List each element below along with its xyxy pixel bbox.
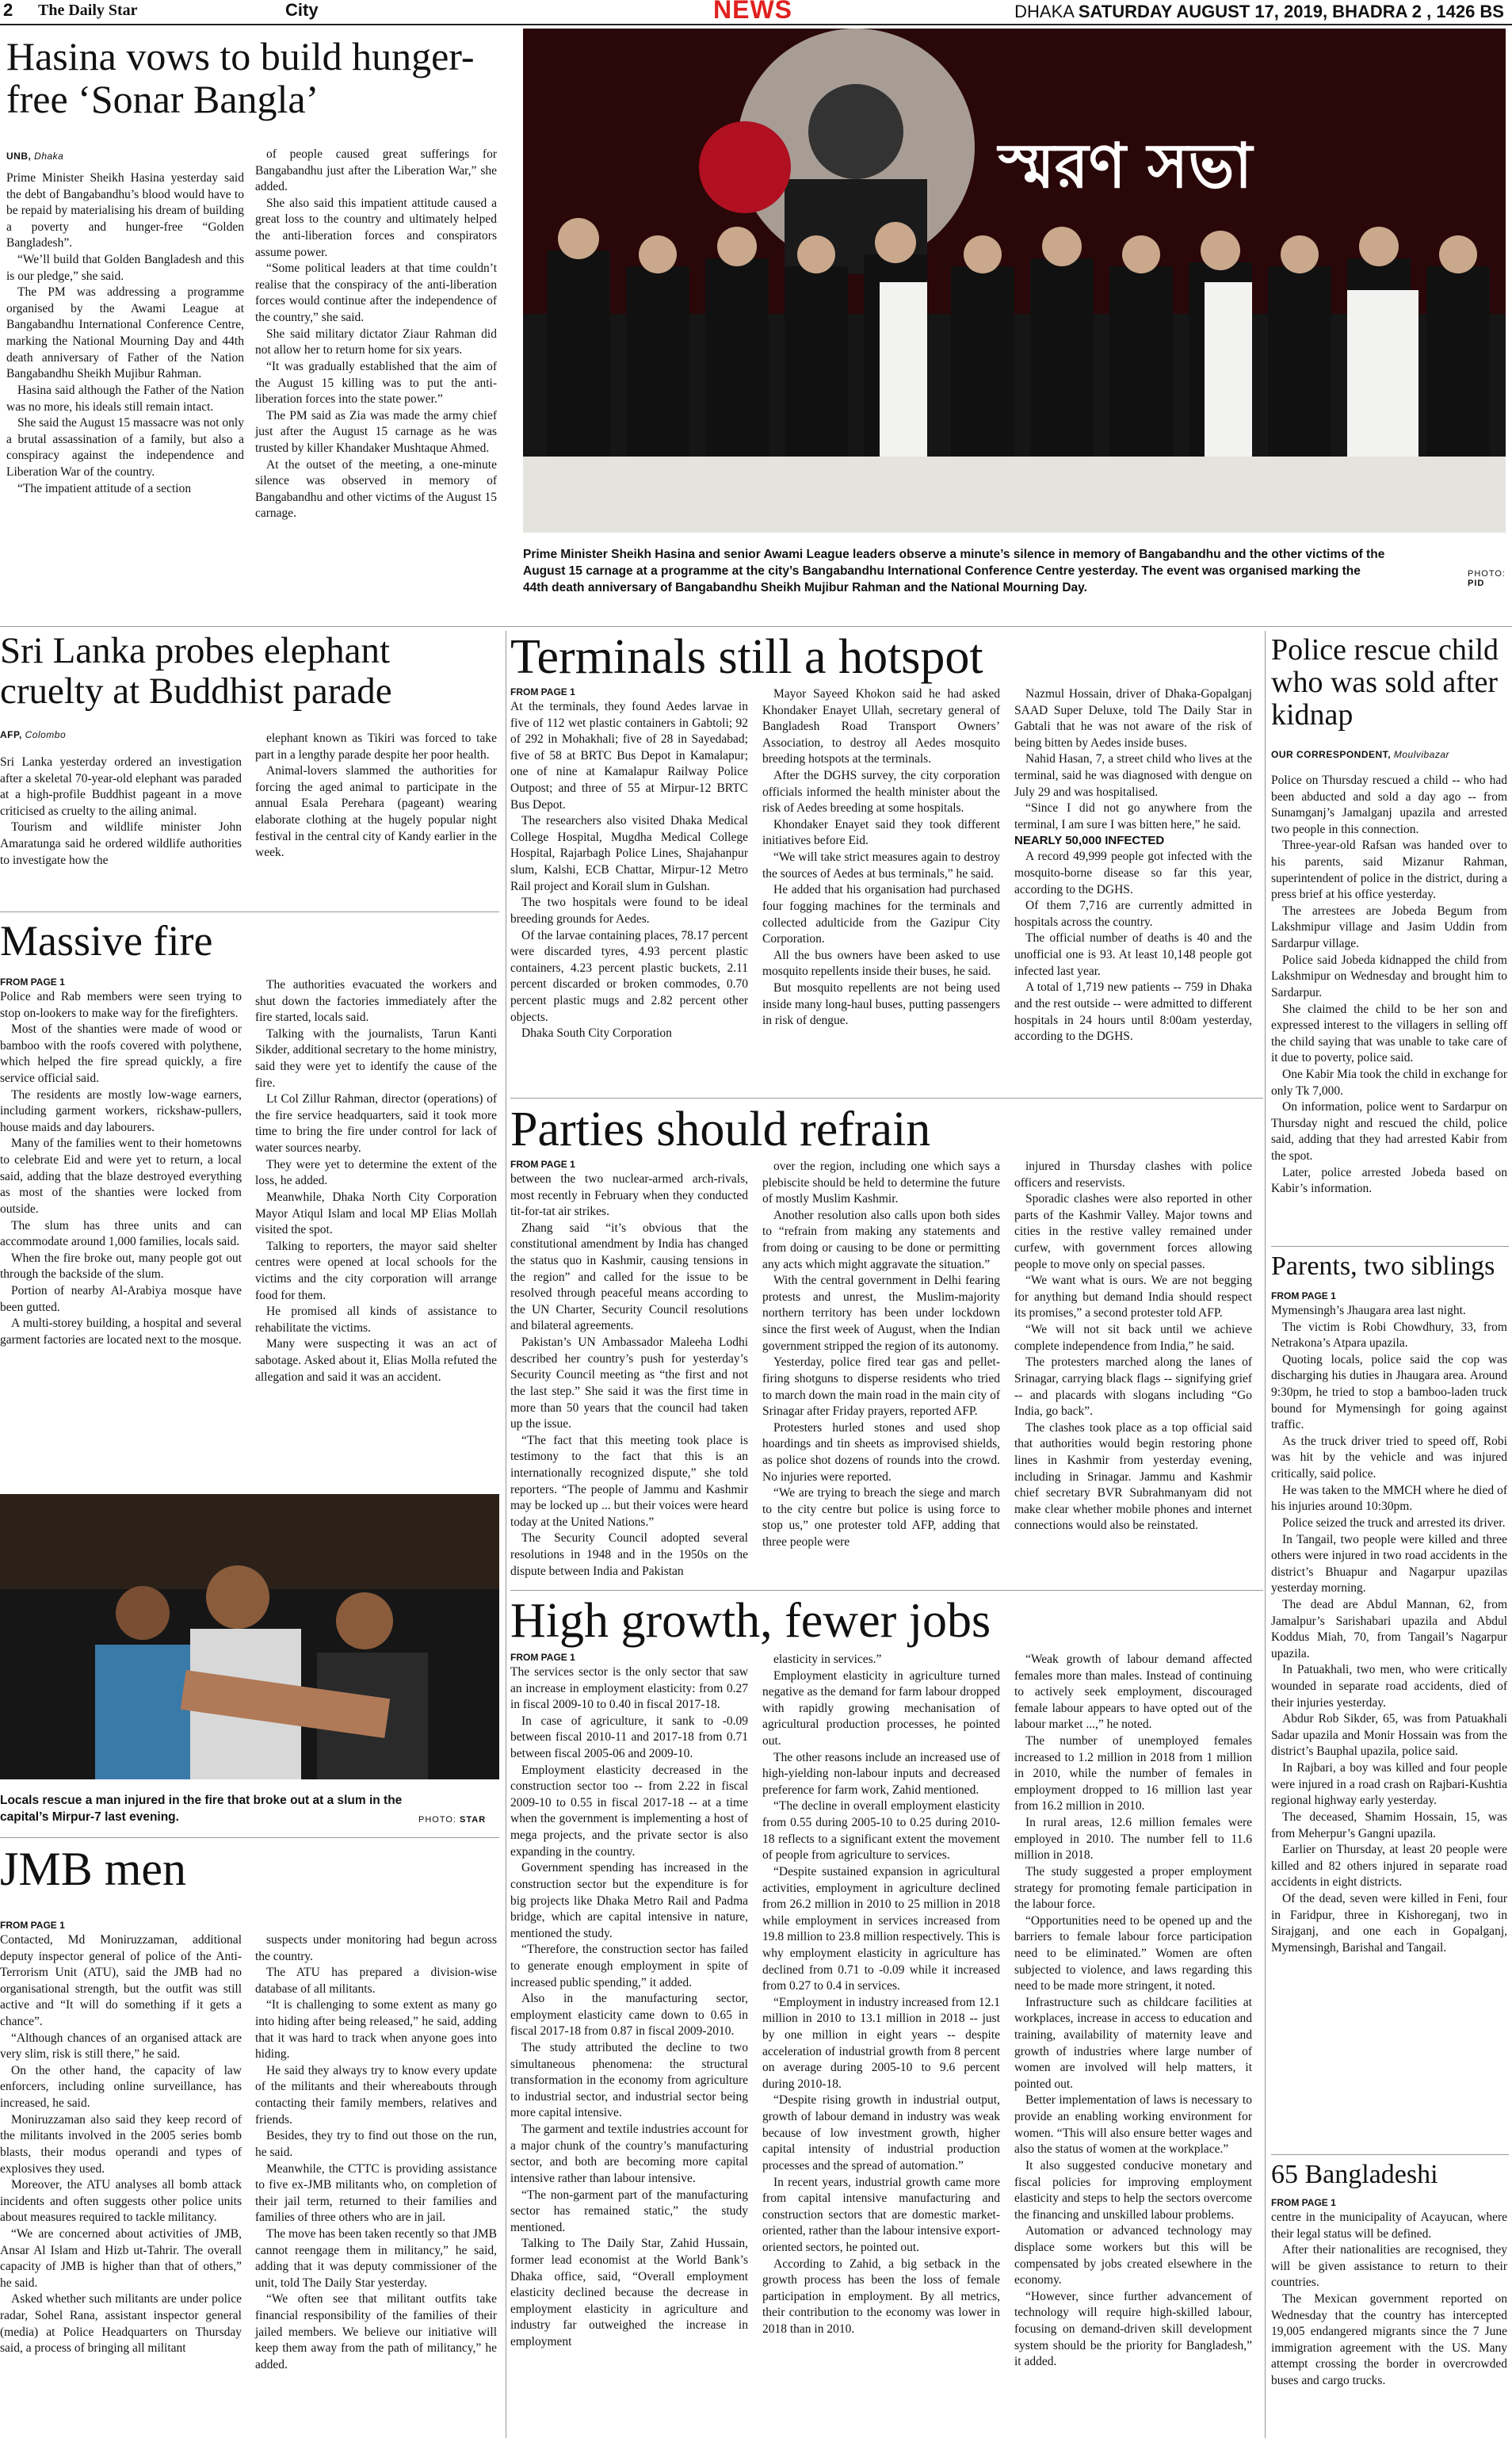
fire-col1 [0, 989, 242, 1348]
paragraph: “We want what is ours. We are not begging for anything but demand India should respect its promises,” a second protester told AFP. [1014, 1274, 1252, 1320]
paragraph: suspects under monitoring had begun across the country. [255, 1933, 497, 1963]
paragraph: The study suggested a proper employment strategy for promoting female participation in the labour force. [1014, 1864, 1252, 1912]
paragraph: She claimed the child to be her son and expressed interest to the villagers in selling off the child saying that was unable to take care of it due to poverty, police said. [1271, 1002, 1507, 1065]
fire-from: FROM PAGE 1 [0, 976, 65, 988]
paragraph: “However, since further advancement of technology will require high-skilled labour, focusing on demand-driven skill development system should be the priority for Bangladesh,” it added. [1014, 2289, 1252, 2369]
paragraph: Prime Minister Sheikh Hasina yesterday said the debt of Bangabandhu’s blood would have to be repaid by materialising his dream of building a poverty and hunger-free “Golden Bangladesh”. [6, 171, 244, 250]
hasina-col1 [6, 170, 244, 497]
paragraph: She said the August 15 massacre was not only a brutal assassination of a family, but also a conspiracy against the independence and Liberation War of the country. [6, 416, 244, 479]
divider [0, 1837, 499, 1838]
paragraph: Also in the manufacturing sector, employment elasticity came down to 0.65 in fiscal 2017-18 from 0.87 in fiscal 2009-2010. [510, 1992, 748, 2039]
paragraph: In Patuakhali, two men, who were critically wounded in separate road accidents, died of their injuries yesterday. [1271, 1663, 1507, 1710]
paragraph: In rural areas, 12.6 million females were employed in 2010. The number fell to 11.6 million in 2018. [1014, 1816, 1252, 1863]
terminals-subhead: NEARLY 50,000 INFECTED [1014, 834, 1165, 848]
banner-title: স্মরণ সভা [998, 131, 1253, 202]
jmb-from: FROM PAGE 1 [0, 1920, 65, 1931]
paragraph: Moniruzzaman also said they keep record of the militants involved in the 2005 series bomb blasts, their modus operandi and types of explosives they used. [0, 2112, 242, 2176]
paragraph: Later, police arrested Jobeda based on Kabir’s information. [1271, 1165, 1507, 1196]
bangladeshi-headline: 65 Bangladeshi [1271, 2160, 1438, 2189]
terminals-from: FROM PAGE 1 [510, 686, 575, 697]
paragraph: The victim is Robi Chowdhury, 33, from Netrakona’s Atpara upazila. [1271, 1320, 1507, 1351]
bangladeshi-from: FROM PAGE 1 [1271, 2197, 1336, 2208]
paragraph: With the central government in Delhi fearing protests and unrest, the Muslim-majority northern territory has been under lockdown since the first week of August, when the Indian government stripped the region of its autonomy. [762, 1274, 1000, 1353]
siblings-from: FROM PAGE 1 [1271, 1290, 1336, 1301]
news-label: NEWS [713, 0, 792, 24]
paragraph: Contacted, Md Moniruzzaman, additional deputy inspector general of police of the Anti-Terrorism Unit (ATU), said the JMB had no organisational strength, but the outfit was still active and “It will do something if it gets a chance”. [0, 1933, 242, 2029]
paragraph: centre in the municipality of Acayucan, where their legal status will be defined. [1271, 2211, 1507, 2241]
paragraph: The PM was addressing a programme organised by the Awami League at Bangabandhu International Conference Centre, marking the National Mourning Day and 44th death anniversary of Father of the Nation Bangabandhu Sheikh Mujibur Rahman. [6, 285, 244, 381]
paragraph: Mymensingh’s Jhaugara area last night. [1271, 1304, 1466, 1317]
paragraph: “We will not sit back until we achieve complete independence from India,” he said. [1014, 1323, 1252, 1353]
paragraph: Besides, they try to find out those on the run, he said. [255, 2129, 497, 2159]
paragraph: The garment and textile industries account for a major chunk of the country’s manufacturing sector, and both are becoming more capital intensive rather than labour intensive. [510, 2123, 748, 2185]
paragraph: Government spending has increased in the construction sector but the expenditure is for big projects like Dhaka Metro Rail and Padma bridge, which are capital intensive in nature, mentioned the study. [510, 1861, 748, 1940]
hasina-photo-credit: PHOTO: PID [1468, 569, 1506, 588]
paragraph: Police seized the truck and arrested its driver. [1282, 1515, 1506, 1530]
paragraph: The authorities evacuated the workers and shut down the factories immediately after the fire started, locals said. [255, 978, 497, 1025]
paragraph: In Tangail, two people were killed and three others were injured in two road accidents in the district’s Bhuapur and Nagarpur upazilas yesterday morning. [1271, 1532, 1507, 1596]
paragraph: “The fact that this meeting took place is testimony to the fact that this is an internationally recognized dispute,” she told reporters. “The people of Jammu and Kashmir may be locked up ... but their voices were heard today at the United Nations.” [510, 1433, 748, 1529]
paragraph: Yesterday, police fired tear gas and pellet-firing shotguns to disperse residents who tried to march down the main road in the main city of Srinagar after Friday prayers, reported AFP. [762, 1355, 1000, 1419]
divider [510, 1098, 1263, 1099]
paragraph: Many of the families went to their hometowns to celebrate Eid and were yet to return, a local said, adding that the blaze destroyed everything as most of the shanties were locked from outside. [0, 1137, 242, 1216]
paragraph: After the DGHS survey, the city corporation officials informed the health minister about the risk of Aedes breeding at some hospitals. [762, 769, 1000, 816]
paragraph: Portion of nearby Al-Arabiya mosque have been gutted. [0, 1283, 242, 1314]
paragraph: Meanwhile, the CTTC is providing assistance to five ex-JMB militants who, on completion of their jail term, returned to their families and families of three others who are in jail. [255, 2161, 497, 2225]
paragraph: In case of agriculture, it sank to -0.09 between fiscal 2010-11 and 2017-18 from 0.71 between fiscal 2005-06 and 2009-10. [510, 1714, 748, 1761]
terminals-headline: Terminals still a hotspot [510, 630, 983, 684]
paragraph: Police and Rab members were seen trying to stop on-lookers to make way for the firefighters. [0, 990, 242, 1020]
paragraph: The researchers also visited Dhaka Medical College Hospital, Mugdha Medical College Hospital, Rajarbagh Police Lines, Shajahanpur slum, Kalshi, ECB Chattar, Mirpur-12 Metro Rail project and Korail slum in Gulshan. [510, 814, 748, 893]
dateline [1014, 2, 1504, 22]
hasina-headline: Hasina vows to build hunger-free ‘Sonar Bangla’ [6, 34, 475, 121]
paragraph: The study attributed the decline to two simultaneous phenomena: the structural transformation in the economy from agriculture to industrial sector, and industrial sector being more capital intensive. [510, 2041, 748, 2120]
paragraph: elasticity in services.” [773, 1653, 882, 1666]
paragraph: Abdur Rob Sikder, 65, was from Patuakhali Sadar upazila and Monir Hossain was from the district’s Bauphal upazila, police said. [1271, 1712, 1507, 1759]
bangladeshi-col [1271, 2210, 1507, 2390]
srilanka-col1 [0, 755, 242, 869]
police-byline: OUR CORRESPONDENT, Moulvibazar [1271, 749, 1450, 760]
hasina-col2 [255, 147, 497, 522]
paragraph: The Mexican government reported on Wednesday that the country has intercepted 19,005 endangered migrants since the 7 June immigration agreement with the US. Many attempt crossing the border in overcrowded buses and cargo trucks. [1271, 2292, 1507, 2388]
srilanka-headline: Sri Lanka probes elephant cruelty at Buddhist parade [0, 630, 392, 712]
hasina-photo-caption: Prime Minister Sheikh Hasina and senior Awami League leaders observe a minute’s silence in memory of Bangabandhu and the other victims of the August 15 carnage at a programme at the city’s Bangabandhu International Conference Centre yesterday. The event was organised marking the 44th death anniversary of Bangabandhu Sheikh Mujibur Rahman and the National Mourning Day. [523, 548, 1385, 594]
paragraph: Infrastructure such as childcare facilities at workplaces, increase in access to education and training, availability of maternity leave and growth of industries where large number of women are involved will help matters, it pointed out. [1014, 1995, 1252, 2091]
divider [0, 911, 499, 912]
paragraph: Earlier on Thursday, at least 20 people were killed and 82 others injured in separate road accidents in eight districts. [1271, 1843, 1507, 1890]
paragraph: It also suggested conducive monetary and fiscal policies for improving employment elasticity and steps to help the sectors overcome the financing and unskilled labour problems. [1014, 2158, 1252, 2222]
paragraph: The clashes took place as a top official said that authorities would begin restoring phone lines in Kashmir from yesterday evening, including in Srinagar. Jammu and Kashmir chief secretary BVR Subrahmanyam did not make clear whether mobile phones and internet connections would also be reinstated. [1014, 1420, 1252, 1533]
section-label: City [285, 0, 319, 20]
parties-col1 [510, 1171, 748, 1580]
paragraph: Khondaker Enayet said they took different initiatives before Eid. [762, 817, 1000, 848]
fire-col2 [255, 977, 497, 1385]
paragraph: He was taken to the MMCH where he died of his injuries around 10:30pm. [1271, 1483, 1507, 1514]
paragraph: Sporadic clashes were also reported in other parts of the Kashmir Valley. Major towns and cities in the restive valley remained under curfew, with government forces allowing people to move only on special passes. [1014, 1192, 1252, 1271]
paragraph: Lt Col Zillur Rahman, director (operations) of the fire service headquarters, said it took more time to bring the fire under control for lack of water sources nearby. [255, 1092, 497, 1156]
paragraph: Employment elasticity in agriculture turned negative as the demand for farm labour dropped with rapidly growing mechanisation of agricultural production processes, he pointed out. [762, 1668, 1000, 1748]
paragraph: The deceased, Shamim Hossain, 15, was from Meherpur’s Gangni upazila. [1271, 1810, 1507, 1840]
paragraph: At the terminals, they found Aedes larvae in five of 112 wet plastic containers in Gabtoli; 92 of 292 in Mohakhali; five of 28 in Sayedabad; five of 58 at BRTC Bus Depot in Kamalapur; one of nine at Kamalapur Railway Police Outpost; and three of 55 at Mirpur-12 BRTC Bus Depot. [510, 700, 748, 812]
paragraph: Quoting locals, police said the cop was discharging his duties in Jhaugara area. Around 9:30pm, he tried to stop a bamboo-laden truck bound for Mymensingh for going against traffic. [1271, 1352, 1507, 1432]
paragraph: He added that his organisation had purchased four fogging machines for the terminals and collected adulticide from the Gazipur City Corporation. [762, 883, 1000, 946]
paragraph: On information, police went to Sardarpur on Thursday night and rescued the child, police said, adding that they had arrested Kabir from the spot. [1271, 1100, 1507, 1164]
paragraph: “We are concerned about activities of JMB, Ansar Al Islam and Hizb ut-Tahrir. The overall capacity of JMB is higher than that of others,” he said. [0, 2226, 242, 2290]
hasina-photo [523, 29, 1506, 533]
paragraph: In Rajbari, a boy was killed and four people were injured in a road crash on Rajbari-Kushtia regional highway early yesterday. [1271, 1761, 1507, 1808]
divider [510, 1590, 1263, 1591]
paragraph: A record 49,999 people got infected with the mosquito-borne disease so far this year, according to the DGHS. [1014, 850, 1252, 896]
jmb-col1 [0, 1932, 242, 2357]
paragraph: Another resolution also calls upon both sides to “refrain from making any statements and from doing or causing to be done or permitting any acts which might aggravate the situation.” [762, 1208, 1000, 1271]
paragraph: The move has been taken recently so that JMB cannot reengage them in militancy,” he said, adding that it was deputy commissioner of the unit, told The Daily Star yesterday. [255, 2226, 497, 2290]
paragraph: “We often see that militant outfits take financial responsibility of the families of their jailed members. We believe our initiative will keep them away from the path of militancy,” he added. [255, 2292, 497, 2371]
paragraph: “Therefore, the construction sector has failed to generate enough employment in spite of increased public spending,” it added. [510, 1943, 748, 1989]
growth-col3 [1014, 1652, 1252, 2371]
paragraph: A total of 1,719 new patients -- 759 in Dhaka and the rest outside -- were admitted to different hospitals in 24 hours until 8:00am yesterday, according to the DGHS. [1014, 980, 1252, 1044]
paragraph: between the two nuclear-armed arch-rivals, most recently in February when they conducted tit-for-tat air strikes. [510, 1172, 748, 1219]
paragraph: The ATU has prepared a division-wise database of all militants. [255, 1966, 497, 1996]
paragraph: “The decline in overall employment elasticity from 0.55 during 2005-10 to 0.25 during 2010-18 reflects to a significant extent the movement of people from agriculture to services. [762, 1799, 1000, 1863]
paragraph: Of the larvae containing places, 78.17 percent were discarded tyres, 4.93 percent plastic containers, 4.23 percent plastic buckets, 2.11 percent discarded or broken commodes, 0.70 percent plastic mugs and 2.82 percent other objects. [510, 928, 748, 1024]
paragraph: Automation or advanced technology may displace some workers but this will be compensated by jobs created elsewhere in the economy. [1014, 2224, 1252, 2287]
paragraph: The protesters marched along the lanes of Srinagar, carrying black flags -- signifying grief -- and placards with slogans including “Go India, go back”. [1014, 1355, 1252, 1419]
paragraph: “Employment in industry increased from 12.1 million in 2010 to 13.1 million in 2018 -- just by one million in eight years -- despite acceleration of industrial growth from 8 percent on average during 2005-10 to 9.6 percent during 2010-18. [762, 1995, 1000, 2091]
parties-col2 [762, 1159, 1000, 1551]
paragraph: injured in Thursday clashes with police officers and reservists. [1014, 1160, 1252, 1190]
paragraph: “We’ll build that Golden Bangladesh and this is our pledge,” she said. [6, 253, 244, 283]
srilanka-col2 [255, 731, 497, 862]
paragraph: As the truck driver tried to speed off, Robi was hit by the vehicle and was injured critically, said police. [1271, 1434, 1507, 1481]
paragraph: “Despite rising growth in industrial output, growth of labour demand in industry was weak because of low investment growth, higher capital intensity of industrial production processes and the spread of automation.” [762, 2093, 1000, 2173]
paragraph: “We will take strict measures again to destroy the sources of Aedes at bus terminals,” he said. [762, 850, 1000, 881]
divider [1265, 631, 1266, 2438]
paragraph: The services sector is the only sector that saw an increase in employment elasticity: from 0.27 in fiscal 2009-10 to 0.40 in fiscal 2017-18. [510, 1665, 748, 1712]
page-number: 2 [3, 0, 13, 20]
divider [1271, 2154, 1509, 2155]
paragraph: All the bus owners have been asked to use mosquito repellents inside their buses, he said. [762, 948, 1000, 979]
paragraph: They were yet to determine the extent of the loss, he added. [255, 1157, 497, 1188]
fire-photo-credit: PHOTO: STAR [418, 1815, 487, 1825]
paragraph: “Weak growth of labour demand affected females more than males. Instead of continuing to actively seek employment, discouraged female labour appears to have opted out of the labour market ...,” he noted. [1014, 1653, 1252, 1732]
siblings-headline: Parents, two siblings [1271, 1252, 1495, 1281]
paragraph: After their nationalities are recognised, they will be given assistance to return to their countries. [1271, 2243, 1507, 2290]
paragraph: Police on Thursday rescued a child -- who had been abducted and sold a day ago -- from Sunamganj’s Jamalganj upazila and arrested two people in this connection. [1271, 774, 1507, 836]
paragraph: The number of unemployed females increased to 1.2 million in 2018 from 1 million in 2010, while the number of females in employment dropped to 16 million last year from 16.2 million in 2010. [1014, 1734, 1252, 1813]
terminals-col2 [762, 686, 1000, 1030]
jmb-headline: JMB men [0, 1843, 187, 1895]
terminals-col3 [1014, 686, 1252, 1045]
divider [1271, 1246, 1509, 1247]
terminals-col1 [510, 699, 748, 1042]
paragraph: “The impatient attitude of a section [17, 481, 192, 495]
paragraph: “Opportunities need to be opened up and the barriers to female labour force participation need to be eliminated.” Women are often subjected to violence, and laws regarding this need to be made more stringent, it noted. [1014, 1913, 1252, 1993]
paragraph: The Security Council adopted several resolutions in 1948 and in the 1950s on the dispute between India and Pakistan [510, 1531, 748, 1578]
paragraph: Protesters hurled stones and used shop hoardings and tin sheets as improvised shields, as police shot dozens of rounds into the crowd. No injuries were reported. [762, 1420, 1000, 1484]
paragraph: Employment elasticity decreased in the construction sector too -- from 2.22 in fiscal 2009-10 to 0.55 in fiscal 2017-18 -- at a time when the government is implementing a host of mega projects, and the private sector is also expanding in the country. [510, 1763, 748, 1859]
paragraph: “Despite sustained expansion in agricultural activities, employment in agriculture declined from 26.2 million in 2010 to 25 million in 2018 while employment in services increased from 19.8 million to 23.8 million respectively. This is why employment elasticity in agriculture has declined from 0.71 to -0.09 while it increased from 0.27 to 0.4 in services. [762, 1864, 1000, 1993]
paragraph: She said military dictator Ziaur Rahman did not allow her to return home for six years. [255, 327, 497, 357]
paragraph: Talking with the journalists, Tarun Kanti Sikder, additional secretary to the home ministry, said they were yet to identify the cause of the fire. [255, 1026, 497, 1090]
paragraph: She also said this impatient attitude caused a great loss to the country and ultimately helped the anti-liberation forces and conspirators assume power. [255, 196, 497, 259]
parties-col3 [1014, 1159, 1252, 1534]
fire-photo [0, 1494, 499, 1779]
paragraph: When the fire broke out, many people got out through the backside of the slum. [0, 1251, 242, 1282]
police-headline: Police rescue child who was sold after kidnap [1271, 633, 1499, 732]
paragraph: He promised all kinds of assistance to rehabilitate the victims. [255, 1305, 497, 1335]
paragraph: elephant known as Tikiri was forced to take part in a lengthy parade despite her poor health. [255, 732, 497, 762]
srilanka-byline: AFP, Colombo [0, 729, 67, 740]
paragraph: Meanwhile, Dhaka North City Corporation Mayor Atiqul Islam and local MP Elias Mollah visited the spot. [255, 1190, 497, 1237]
paragraph: “The non-garment part of the manufacturing sector has remained static,” the study mentioned. [510, 2188, 748, 2234]
paragraph: Sri Lanka yesterday ordered an investigation after a skeletal 70-year-old elephant was paraded at a high-profile Buddhist pageant in a move criticised as cruelty to the ailing animal. [0, 755, 242, 818]
parties-headline: Parties should refrain [510, 1103, 931, 1156]
paragraph: over the region, including one which says a plebiscite should be held to determine the future of mostly Muslim Kashmir. [762, 1160, 1000, 1206]
paragraph: The PM said as Zia was made the army chief just after the August 15 carnage as he was trusted by killer Khandaker Mushtaque Ahmed. [255, 408, 497, 455]
paragraph: Three-year-old Rafsan was handed over to his parents, said Mizanur Rahman, superintendent of police in the district, during a press brief at his office yesterday. [1271, 839, 1507, 902]
police-col [1271, 773, 1507, 1198]
paragraph: “Since I did not go anywhere from the terminal, I am sure I was bitten here,” he said. [1014, 801, 1252, 831]
paragraph: The dead are Abdul Mannan, 62, from Jamalpur’s Sarishabari upazila and Abdul Koddus Miah, 70, from Tangail’s Nagarpur upazila. [1271, 1597, 1507, 1660]
fire-headline: Massive fire [0, 917, 213, 965]
paragraph: The other reasons include an increased use of high-yielding non-labour inputs and decreased preference for farm work, Zahid mentioned. [762, 1750, 1000, 1797]
paragraph: Mayor Sayeed Khokon said he had asked Khondaker Enayet Ullah, secretary general of Bangladesh Road Transport Owners’ Association, to destroy all Aedes mosquito breeding hotspots at the terminals. [762, 687, 1000, 766]
paragraph: Hasina said although the Father of the Nation was no more, his ideals still remain intact. [6, 383, 244, 414]
divider [0, 626, 1512, 627]
paragraph: Most of the shanties were made of wood or bamboo with the roofs covered with polythene, which helped the fire spread quickly, a fire service official said. [0, 1022, 242, 1086]
growth-from: FROM PAGE 1 [510, 1652, 575, 1663]
paragraph: “It was gradually established that the aim of the August 15 killing was to put the anti-liberation forces into the state power.” [255, 359, 497, 407]
paragraph: Many were suspecting it was an act of sabotage. Asked about it, Elias Molla refuted the allegation and said it was an accident. [255, 1337, 497, 1384]
paragraph: But mosquito repellents are not being used inside many long-haul buses, putting passengers in risk of dengue. [762, 980, 1000, 1028]
fire-photo-caption: Locals rescue a man injured in the fire that broke out at a slum in the capital’s Mirpur-7 last evening. [0, 1794, 403, 1824]
paragraph: Talking to reporters, the mayor said shelter centres were opened at local schools for the victims and the city corporation will arrange food for them. [255, 1239, 497, 1302]
paragraph: The official number of deaths is 40 and the unofficial one is 93. At least 10,148 people got infected last year. [1014, 931, 1252, 978]
paragraph: Talking to The Daily Star, Zahid Hussain, former lead economist at the World Bank’s Dhaka office, said, “Overall employment elasticity declined because the decrease in employment elasticity in agriculture and industry far outweighed the increase in employment [510, 2237, 748, 2348]
paragraph: A multi-storey building, a hospital and several garment factories are located next to the mosque. [0, 1317, 242, 1347]
paragraph: Dhaka South City Corporation [521, 1026, 672, 1041]
dateline-date: SATURDAY AUGUST 17, 2019, BHADRA 2 , 1426 BS [1078, 2, 1504, 21]
terminals-col3-part2 [1014, 849, 1252, 1045]
hasina-photo-art [523, 29, 1506, 533]
paragraph: “We are trying to breach the siege and march to the city centre but police is using force to stop us,” one protester told AFP, adding that three people were [762, 1486, 1000, 1550]
paragraph: He said they always try to know every update of the militants and their whereabouts through contacting their family members, relatives and friends. [255, 2063, 497, 2127]
paragraph: Better implementation of laws is necessary to provide an enabling working environment for women. “This will also ensure better wages and also the status of women at the workplace.” [1014, 2093, 1252, 2157]
paragraph: In recent years, industrial growth came more from capital intensive manufacturing and construction sectors that are domestic market-oriented, rather than the labour intensive export-oriented sectors, he pointed out. [762, 2175, 1000, 2254]
jmb-col2 [255, 1932, 497, 2373]
terminals-col3-part1 [1014, 686, 1252, 833]
growth-col1 [510, 1664, 748, 2351]
paragraph: The residents are mostly low-wage earners, including garment workers, rickshaw-pullers, house maids and day labourers. [0, 1087, 242, 1134]
paragraph: Animal-lovers slammed the authorities for forcing the aged animal to participate in the annual Esala Perehara (pageant) wearing elaborate clothing at the hugely popular night festival in the central city of Kandy earlier in the week. [255, 764, 497, 860]
paper-name: The Daily Star [38, 2, 138, 19]
paragraph: Tourism and wildlife minister John Amaratunga said he ordered wildlife authorities to investigate how the [0, 820, 242, 867]
paragraph: “It is challenging to some extent as many go into hiding after being released,” he said, adding that it was hard to track when anyone goes into hiding. [255, 1998, 497, 2062]
paragraph: “Although chances of an organised attack are very slim, risk is still there,” he said. [0, 2031, 242, 2062]
paragraph: The slum has three units and can accommodate around 1,000 families, locals said. [0, 1218, 242, 1249]
paragraph: Police said Jobeda kidnapped the child from Lakshmipur on Wednesday and brought him to Sardarpur. [1271, 953, 1507, 999]
paragraph: According to Zahid, a big setback in the growth process has been the loss of female participation in employment. By all metrics, their contribution to the economy was lower in 2018 than in 2010. [762, 2257, 1000, 2336]
paragraph: Of them 7,716 are currently admitted in hospitals across the country. [1014, 899, 1252, 929]
hasina-byline: UNB, Dhaka [6, 151, 64, 162]
paragraph: Zhang said “it’s obvious that the constitutional amendment by India has changed the status quo in Kashmir, causing tensions in the region” and called for the issue to be resolved through peaceful means according to the UN Charter, Security Council resolutions and bilateral agreements. [510, 1221, 748, 1333]
paragraph: Pakistan’s UN Ambassador Maleeha Lodhi described her country’s push for yesterday’s Security Council meeting as “the first and not the last step.” She said it was the first time in more than 50 years that the council had taken up the issue. [510, 1336, 748, 1431]
paragraph: Moreover, the ATU analyses all bomb attack incidents and often suggests other police units about measures required to tackle militancy. [0, 2178, 242, 2225]
paragraph: Of the dead, seven were killed in Feni, four in Faridpur, three in Kishoreganj, two in Sirajganj, and one each in Gopalganj, Mymensingh, Barishal and Tangail. [1271, 1891, 1507, 1955]
paragraph: The two hospitals were found to be ideal breeding grounds for Aedes. [510, 896, 748, 926]
dateline-city: DHAKA [1014, 2, 1079, 21]
paragraph: One Kabir Mia took the child in exchange for only Tk 7,000. [1271, 1067, 1507, 1098]
paragraph: “Some political leaders at that time couldn’t realise that the conspiracy of the anti-liberation forces would continue after the independence of the country,” she said. [255, 262, 497, 325]
siblings-col [1271, 1303, 1507, 1956]
paragraph: Nahid Hasan, 7, a street child who lives at the terminal, said he was diagnosed with dengue on July 29 and was hospitalised. [1014, 752, 1252, 799]
masthead [0, 0, 1512, 25]
paragraph: Asked whether such militants are under police radar, Sohel Rana, assistant inspector general (media) at Police Headquarters on Thursday said, a process of bringing all militant [0, 2292, 242, 2356]
paragraph: Nazmul Hossain, driver of Dhaka-Gopalganj SAAD Super Deluxe, told The Daily Star in Gabtali that he was not aware of the risk of being bitten by Aedes inside buses. [1014, 687, 1252, 750]
growth-col2 [762, 1652, 1000, 2338]
growth-headline: High growth, fewer jobs [510, 1594, 991, 1648]
paragraph: At the outset of the meeting, a one-minute silence was observed in memory of Bangabandhu and other victims of the August 15 carnage. [255, 457, 497, 521]
parties-from: FROM PAGE 1 [510, 1159, 575, 1170]
paragraph: of people caused great sufferings for Bangabandhu just after the Liberation War,” she added. [255, 147, 497, 194]
fire-photo-art [0, 1494, 499, 1779]
paragraph: The arrestees are Jobeda Begum from Lakshmipur village and Jasim Uddin from Sardarpur village. [1271, 904, 1507, 951]
paragraph: On the other hand, the capacity of law enforcers, including online surveillance, has increased, he said. [0, 2063, 242, 2111]
